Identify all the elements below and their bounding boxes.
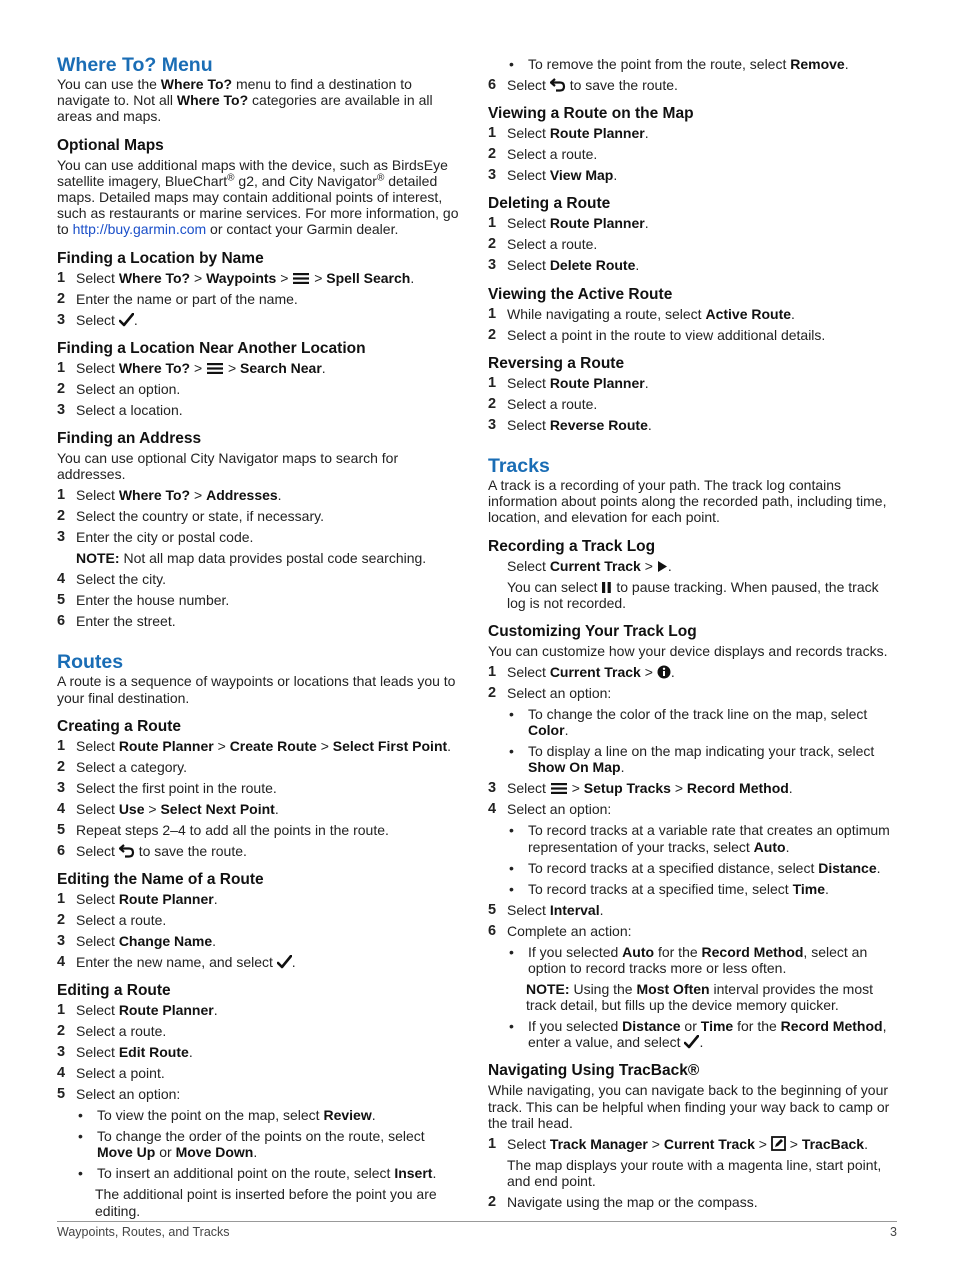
list-item: 5 Select Interval. bbox=[488, 901, 604, 918]
list-item: 3 Select the first point in the route. bbox=[57, 779, 277, 796]
page-footer bbox=[57, 1221, 897, 1239]
list-item: 6 Select to save the route. bbox=[488, 77, 678, 93]
checkmark-icon bbox=[277, 955, 292, 969]
list-item: 1 Select Current Track > . bbox=[488, 664, 675, 681]
list-item: 4 Select an option: bbox=[488, 801, 612, 818]
list-item: 2 Select the country or state, if necessary. bbox=[57, 508, 324, 525]
list-item: 2 Select an option: bbox=[488, 685, 612, 702]
bullet-item: • If you selected Auto for the Record Method, select an option to record tracks more or less often. bbox=[509, 943, 868, 976]
pause-icon bbox=[601, 581, 612, 594]
checkmark-icon bbox=[684, 1035, 699, 1049]
heading-find-address: Finding an Address bbox=[57, 430, 202, 448]
list-item: 4 Select the city. bbox=[57, 571, 167, 588]
list-item: 1 Select Where To? > Waypoints > > Spell Search. bbox=[57, 269, 415, 286]
back-arrow-icon bbox=[550, 78, 566, 92]
list-item: 2 Select a route. bbox=[488, 146, 598, 163]
heading-reverse-route: Reversing a Route bbox=[488, 354, 625, 372]
heading-find-near: Finding a Location Near Another Location bbox=[57, 339, 366, 357]
list-item: 6 Enter the street. bbox=[57, 613, 176, 630]
list-item: 1 Select Track Manager > Current Track > > TracBack. bbox=[488, 1135, 868, 1152]
list-item: 2 Select a route. bbox=[57, 912, 167, 929]
note: NOTE: Not all map data provides postal code searching. bbox=[76, 550, 427, 567]
heading-tracks: Tracks bbox=[488, 455, 550, 478]
optional-maps-text: You can use additional maps with the device, such as BirdsEye satellite imagery, BlueChart® g2, and City Navigator® detailed maps. Detailed maps may contain additional points of interest, such as restaurants or marine services. For more information, go to http://buy.garmin.com or contact your Garmin dealer. bbox=[57, 156, 459, 238]
right-column bbox=[488, 54, 893, 1210]
list-item: 4 Select Use > Select Next Point. bbox=[57, 800, 279, 817]
list-item: 1 Select Where To? > > Search Near. bbox=[57, 359, 326, 376]
heading-active-route: Viewing the Active Route bbox=[488, 285, 673, 303]
list-item: 6 Select to save the route. bbox=[57, 842, 247, 859]
note: NOTE: Using the Most Often interval provides the most track detail, but fills up the device memory quicker. bbox=[526, 980, 874, 1014]
bullet-item: • To insert an additional point on the route, select Insert. bbox=[78, 1165, 437, 1182]
menu-icon bbox=[550, 782, 568, 795]
heading-delete-route: Deleting a Route bbox=[488, 195, 611, 213]
list-item: 1 While navigating a route, select Active Route. bbox=[488, 305, 795, 322]
list-item: 5 Repeat steps 2–4 to add all the points in the route. bbox=[57, 821, 389, 838]
list-item: 2 Navigate using the map or the compass. bbox=[488, 1194, 758, 1211]
menu-icon bbox=[206, 362, 224, 375]
list-item: 4 Select a point. bbox=[57, 1065, 165, 1082]
list-item: 3 Select Edit Route. bbox=[57, 1044, 193, 1061]
play-icon bbox=[657, 560, 668, 573]
page-number: 3 bbox=[890, 1225, 897, 1239]
bullet-item: • To record tracks at a specified time, select Time. bbox=[509, 880, 829, 897]
record-track-step: Select Current Track > . bbox=[507, 557, 672, 574]
tracks-intro: A track is a recording of your path. The track log contains information about points along the recorded path, including time, location, and elevation for each point. bbox=[488, 477, 887, 526]
bullet-item: • To display a line on the map indicating your track, select Show On Map. bbox=[509, 743, 875, 776]
bullet-item: • To change the color of the track line on the map, select Color. bbox=[509, 706, 868, 739]
list-item: 2 Select a route. bbox=[57, 1023, 167, 1040]
list-item: 3 Select Reverse Route. bbox=[488, 416, 652, 433]
list-item: 1 Select Route Planner. bbox=[57, 891, 218, 908]
list-item: 5 Select an option: bbox=[57, 1086, 181, 1103]
heading-view-route: Viewing a Route on the Map bbox=[488, 105, 694, 123]
tracback-intro: While navigating, you can navigate back to the beginning of your track. This can be helpful when finding your way back to camp or the trail head. bbox=[488, 1082, 890, 1131]
list-item: 2 Select an option. bbox=[57, 380, 181, 397]
bullet-item: • To record tracks at a specified distance, select Distance. bbox=[509, 859, 881, 876]
record-track-pause-note: You can select to pause tracking. When paused, the track log is not recorded. bbox=[507, 578, 879, 611]
list-item: 4 Enter the new name, and select . bbox=[57, 954, 296, 971]
menu-icon bbox=[292, 272, 310, 285]
bullet-item: • If you selected Distance or Time for the Record Method, enter a value, and select . bbox=[509, 1018, 887, 1051]
list-item: 1 Select Where To? > Addresses. bbox=[57, 487, 282, 504]
heading-tracback: Navigating Using TracBack® bbox=[488, 1062, 700, 1080]
bullet-item: • To remove the point from the route, select Remove. bbox=[509, 56, 849, 72]
list-item: 1 Select Route Planner. bbox=[488, 374, 649, 391]
heading-customize-track: Customizing Your Track Log bbox=[488, 623, 697, 641]
list-item: 2 Enter the name or part of the name. bbox=[57, 290, 298, 307]
find-address-intro: You can use optional City Navigator maps to search for addresses. bbox=[57, 450, 399, 483]
list-item: 2 Select a category. bbox=[57, 758, 188, 775]
customize-track-intro: You can customize how your device displays and records tracks. bbox=[488, 643, 888, 660]
back-arrow-icon bbox=[119, 844, 135, 858]
list-item: 3 Enter the city or postal code. bbox=[57, 529, 254, 546]
heading-create-route: Creating a Route bbox=[57, 717, 182, 735]
routes-intro: A route is a sequence of waypoints or locations that leads you to your final destination. bbox=[57, 673, 456, 706]
list-item: 3 Select Change Name. bbox=[57, 933, 217, 950]
heading-record-track: Recording a Track Log bbox=[488, 537, 656, 555]
heading-edit-route-name: Editing the Name of a Route bbox=[57, 871, 264, 889]
footer-section-title: Waypoints, Routes, and Tracks bbox=[57, 1225, 230, 1239]
list-item: 3 Select View Map. bbox=[488, 167, 618, 184]
list-item: 2 Select a point in the route to view additional details. bbox=[488, 326, 826, 343]
list-item: 3 Select Delete Route. bbox=[488, 257, 640, 274]
heading-find-by-name: Finding a Location by Name bbox=[57, 249, 264, 267]
list-item: 5 Enter the house number. bbox=[57, 592, 230, 609]
where-to-intro: You can use the Where To? menu to find a destination to navigate to. Not all Where To? categories are available in all areas and maps. bbox=[57, 76, 433, 125]
left-column bbox=[57, 54, 462, 1219]
list-item: 1 Select Route Planner > Create Route > Select First Point. bbox=[57, 737, 452, 754]
list-item: 1 Select Route Planner. bbox=[488, 215, 649, 232]
checkmark-icon bbox=[119, 313, 134, 327]
tracback-note: The map displays your route with a magenta line, start point, and end point. bbox=[507, 1156, 882, 1190]
bullet-item: • To change the order of the points on the route, select Move Up or Move Down. bbox=[78, 1128, 425, 1161]
bullet-item: • To record tracks at a variable rate that creates an optimum representation of your tracks, select Auto. bbox=[509, 822, 890, 855]
list-item: 1 Select Route Planner. bbox=[488, 125, 649, 142]
list-item: 3 Select . bbox=[57, 311, 138, 328]
heading-optional-maps: Optional Maps bbox=[57, 136, 164, 154]
list-item: 3 Select > Setup Tracks > Record Method. bbox=[488, 780, 793, 797]
heading-where-to-menu: Where To? Menu bbox=[57, 54, 213, 76]
heading-routes: Routes bbox=[57, 651, 124, 674]
edit-icon bbox=[771, 1136, 786, 1151]
info-icon bbox=[657, 665, 671, 679]
bullet-item: • To view the point on the map, select Review. bbox=[78, 1107, 376, 1124]
bullet-note: The additional point is inserted before the point you are editing. bbox=[95, 1186, 437, 1219]
list-item: 3 Select a location. bbox=[57, 401, 183, 418]
list-item: 6 Complete an action: bbox=[488, 922, 632, 939]
list-item: 2 Select a route. bbox=[488, 395, 598, 412]
list-item: 2 Select a route. bbox=[488, 236, 598, 253]
list-item: 1 Select Route Planner. bbox=[57, 1002, 218, 1019]
heading-edit-route: Editing a Route bbox=[57, 982, 171, 1000]
garmin-buy-link[interactable]: http://buy.garmin.com bbox=[72, 221, 207, 238]
